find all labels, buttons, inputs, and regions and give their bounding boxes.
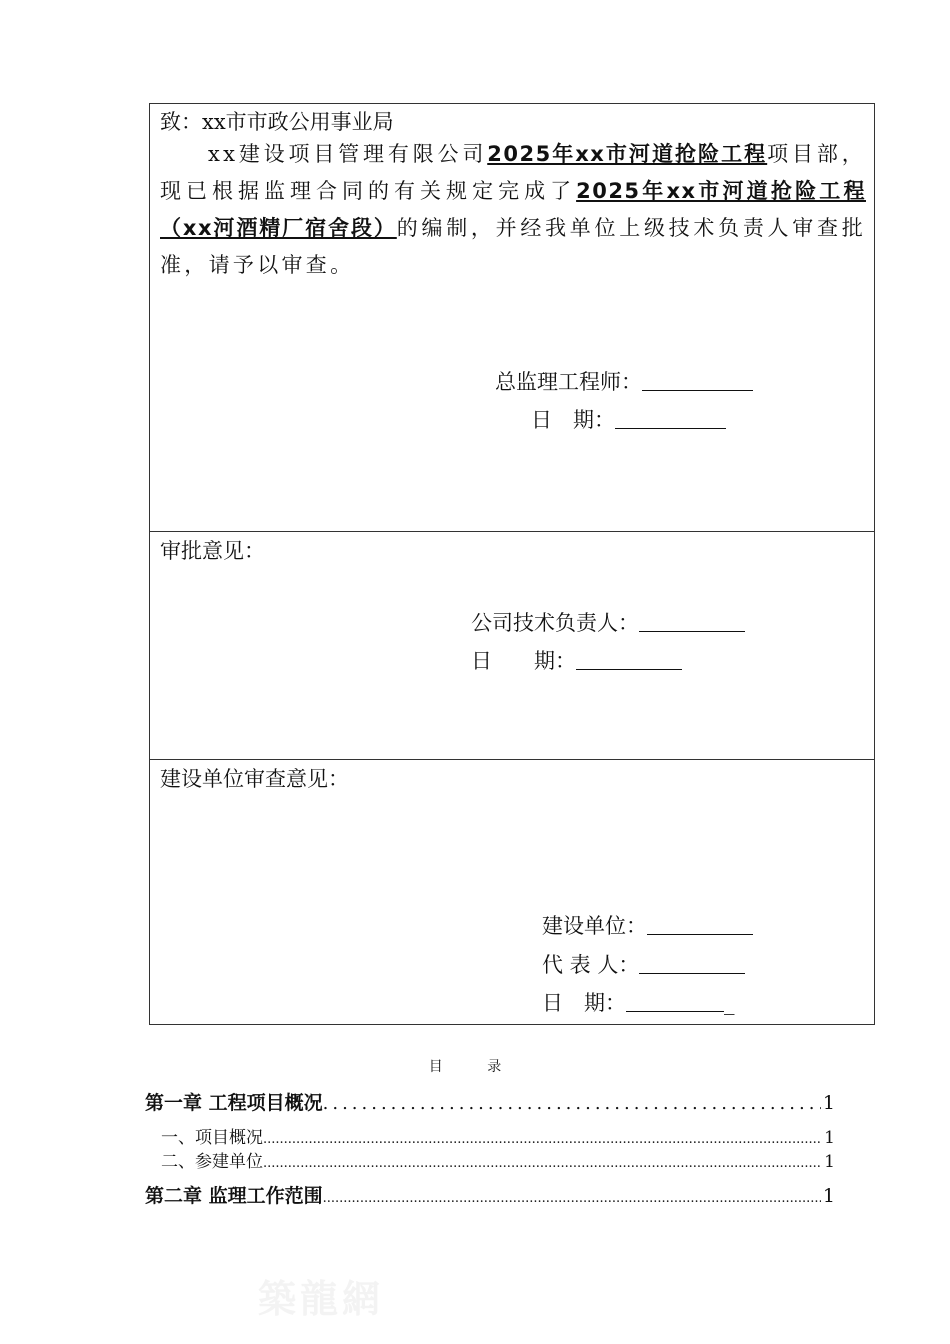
toc-entry-label: 二、参建单位 (161, 1152, 263, 1172)
approval-form-table (149, 103, 875, 1025)
owner-review-section (150, 759, 874, 1026)
tech-lead-blank[interactable] (639, 612, 745, 632)
owner-review-label: 建设单位审查意见： (160, 767, 349, 791)
chief-supervisor-signature (495, 366, 753, 396)
approval-opinion-section (150, 531, 874, 760)
toc-entry-chapter-1[interactable] (145, 1088, 835, 1115)
owner-date-blank[interactable] (626, 992, 724, 1012)
toc-entry-page: 1 (824, 1128, 835, 1148)
toc-entry-label: 一、项目概况 (161, 1128, 263, 1148)
body-text-2: 项目部，现已根据监理合同的有关规定完成了 (160, 142, 866, 203)
toc-entry-page: 1 (822, 1092, 835, 1114)
document-title: 2025年xx市河道抢险工程（xx河酒精厂宿舍段） (160, 179, 866, 240)
addressee: 致：xx市市政公用事业局 (160, 110, 394, 134)
project-name: 2025年xx市河道抢险工程 (487, 142, 768, 166)
approval-opinion-label: 审批意见： (160, 539, 265, 563)
toc-entry-section-1[interactable] (145, 1123, 835, 1148)
tech-lead-signature (471, 607, 745, 637)
tech-lead-label: 公司技术负责人： (471, 611, 639, 635)
owner-unit-signature (542, 910, 753, 940)
watermark: 築龍網 (258, 1276, 385, 1321)
owner-rep-blank[interactable] (639, 954, 745, 974)
owner-date-tail: _ (724, 991, 735, 1015)
body-text-3: 的编制，并经我单位上级技术负责人审查批准，请予以审查。 (160, 216, 867, 277)
toc-entry-page: 1 (822, 1185, 835, 1207)
owner-rep-signature (542, 949, 745, 979)
toc-entry-label: 第一章 工程项目概况 (145, 1092, 323, 1114)
supervisor-date-blank[interactable] (615, 409, 726, 429)
supervisor-date-label: 日 期： (531, 408, 615, 432)
owner-unit-blank[interactable] (647, 915, 753, 935)
owner-rep-label: 代 表 人： (542, 953, 640, 977)
owner-unit-label: 建设单位： (542, 914, 647, 938)
toc-leader (323, 1191, 821, 1206)
tech-lead-date-label: 日 期： (471, 649, 576, 673)
owner-date-label: 日 期： (542, 991, 626, 1015)
toc-entry-section-2[interactable] (145, 1147, 835, 1172)
supervisor-date (531, 404, 726, 434)
submission-section (150, 104, 874, 532)
toc-entry-chapter-2[interactable] (145, 1181, 835, 1208)
toc-leader (263, 1132, 822, 1147)
toc-leader (323, 1093, 821, 1114)
tech-lead-date (471, 645, 682, 675)
chief-supervisor-blank[interactable] (642, 371, 753, 391)
chief-supervisor-label: 总监理工程师： (495, 370, 642, 394)
toc-title: 目 录 (428, 1059, 522, 1075)
contractor-name: xx建设项目管理有限公司 (208, 142, 488, 166)
toc-entry-label: 第二章 监理工作范围 (145, 1185, 323, 1207)
submission-paragraph (160, 136, 866, 284)
toc-entry-page: 1 (824, 1152, 835, 1172)
owner-date (542, 987, 735, 1017)
toc-leader (263, 1156, 822, 1171)
tech-lead-date-blank[interactable] (576, 650, 682, 670)
